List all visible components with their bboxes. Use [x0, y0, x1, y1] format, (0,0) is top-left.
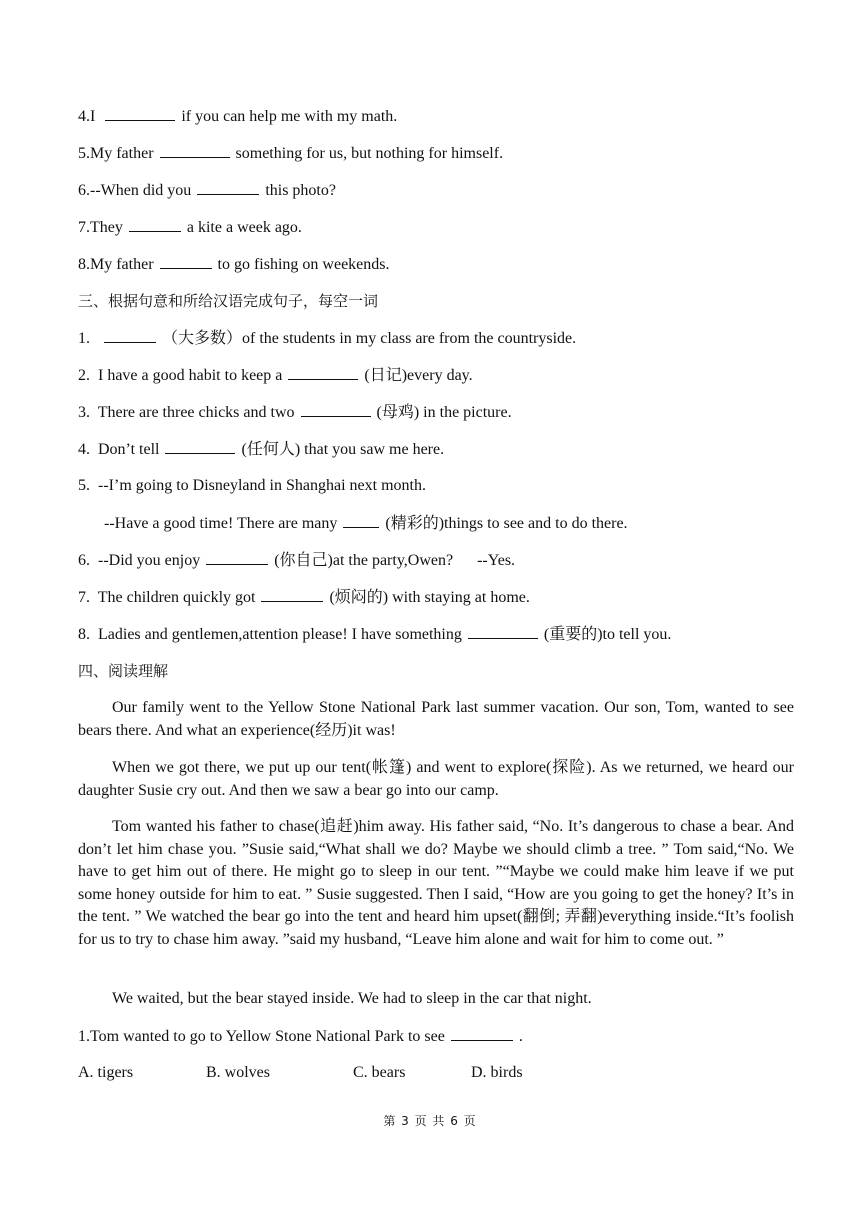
exercise-item: 8. Ladies and gentlemen,attention please! I have something (重要的)to tell you.: [78, 626, 672, 643]
section-heading: 四、阅读理解: [78, 662, 169, 680]
answer-blank[interactable]: [261, 587, 323, 602]
page-footer: 第 3 页 共 6 页: [383, 1114, 477, 1128]
reading-paragraph: We waited, but the bear stayed inside. We had to sleep in the car that night.: [112, 990, 592, 1007]
answer-blank[interactable]: [206, 550, 268, 565]
answer-blank[interactable]: [343, 513, 379, 528]
option-b[interactable]: B. wolves: [206, 1064, 270, 1081]
exercise-item: 6. --Did you enjoy (你自己)at the party,Owen? --Yes.: [78, 552, 516, 569]
answer-blank[interactable]: [129, 217, 181, 232]
exercise-item: 5.My father something for us, but nothing for himself.: [78, 145, 504, 162]
exercise-item: 3. There are three chicks and two (母鸡) in the picture.: [78, 404, 512, 421]
exercise-item: 7. The children quickly got (烦闷的) with staying at home.: [78, 589, 530, 606]
exercise-item: 7.They a kite a week ago.: [78, 219, 302, 236]
answer-blank[interactable]: [105, 106, 175, 121]
exercise-item: 8.My father to go fishing on weekends.: [78, 256, 390, 273]
answer-blank[interactable]: [451, 1026, 513, 1041]
option-c[interactable]: C. bears: [353, 1064, 406, 1081]
reading-paragraph: When we got there, we put up our tent(帐篷) and went to explore(探险). As we returned, we heard our daughter Susie cry out. And then we saw a bear go into our camp.: [78, 759, 794, 799]
option-a[interactable]: A. tigers: [78, 1064, 134, 1081]
exercise-item: 6.--When did you this photo?: [78, 182, 336, 199]
reading-paragraph: Our family went to the Yellow Stone National Park last summer vacation. Our son, Tom, wanted to see bears there. And what an experience(经历)it was!: [78, 699, 794, 739]
exercise-item: 2. I have a good habit to keep a (日记)every day.: [78, 367, 473, 384]
question: 1.Tom wanted to go to Yellow Stone National Park to see .: [78, 1028, 523, 1045]
answer-blank[interactable]: [468, 624, 538, 639]
exercise-item: 5. --I’m going to Disneyland in Shanghai next month.: [78, 477, 426, 494]
answer-blank[interactable]: [165, 439, 235, 454]
answer-blank[interactable]: [104, 328, 156, 343]
answer-blank[interactable]: [301, 402, 371, 417]
answer-blank[interactable]: [160, 143, 230, 158]
exercise-item: --Have a good time! There are many (精彩的)things to see and to do there.: [104, 515, 628, 532]
answer-blank[interactable]: [197, 180, 259, 195]
answer-blank[interactable]: [288, 365, 358, 380]
reading-paragraph: Tom wanted his father to chase(追赶)him away. His father said, “No. It’s dangerous to chase a bear. And don’t let him chase you. ”Susie said,“What shall we do? Maybe we should climb a tree. ” Tom said,“No. We have to get him out of there. He might go to sleep in our tent. ”“Maybe we could make him leave if we put some honey outside for him to eat. ” Susie suggested. Then I said, “How are you going to get the honey? It’s in the tent. ” We watched the bear go into the tent and heard him upset(翻倒; 弄翻)everything inside.“It’s foolish for us to try to chase him away. ”said my husband, “Leave him alone and wait for him to come out. ”: [78, 818, 794, 948]
answer-blank[interactable]: [160, 254, 212, 269]
section-heading: 三、根据句意和所给汉语完成句子，每空一词: [78, 292, 379, 310]
option-d[interactable]: D. birds: [471, 1064, 523, 1081]
exercise-item: 1. （大多数）of the students in my class are from the countryside.: [78, 330, 577, 347]
exercise-item: 4. Don’t tell (任何人) that you saw me here.: [78, 441, 445, 458]
exercise-item: 4.I if you can help me with my math.: [78, 108, 398, 125]
